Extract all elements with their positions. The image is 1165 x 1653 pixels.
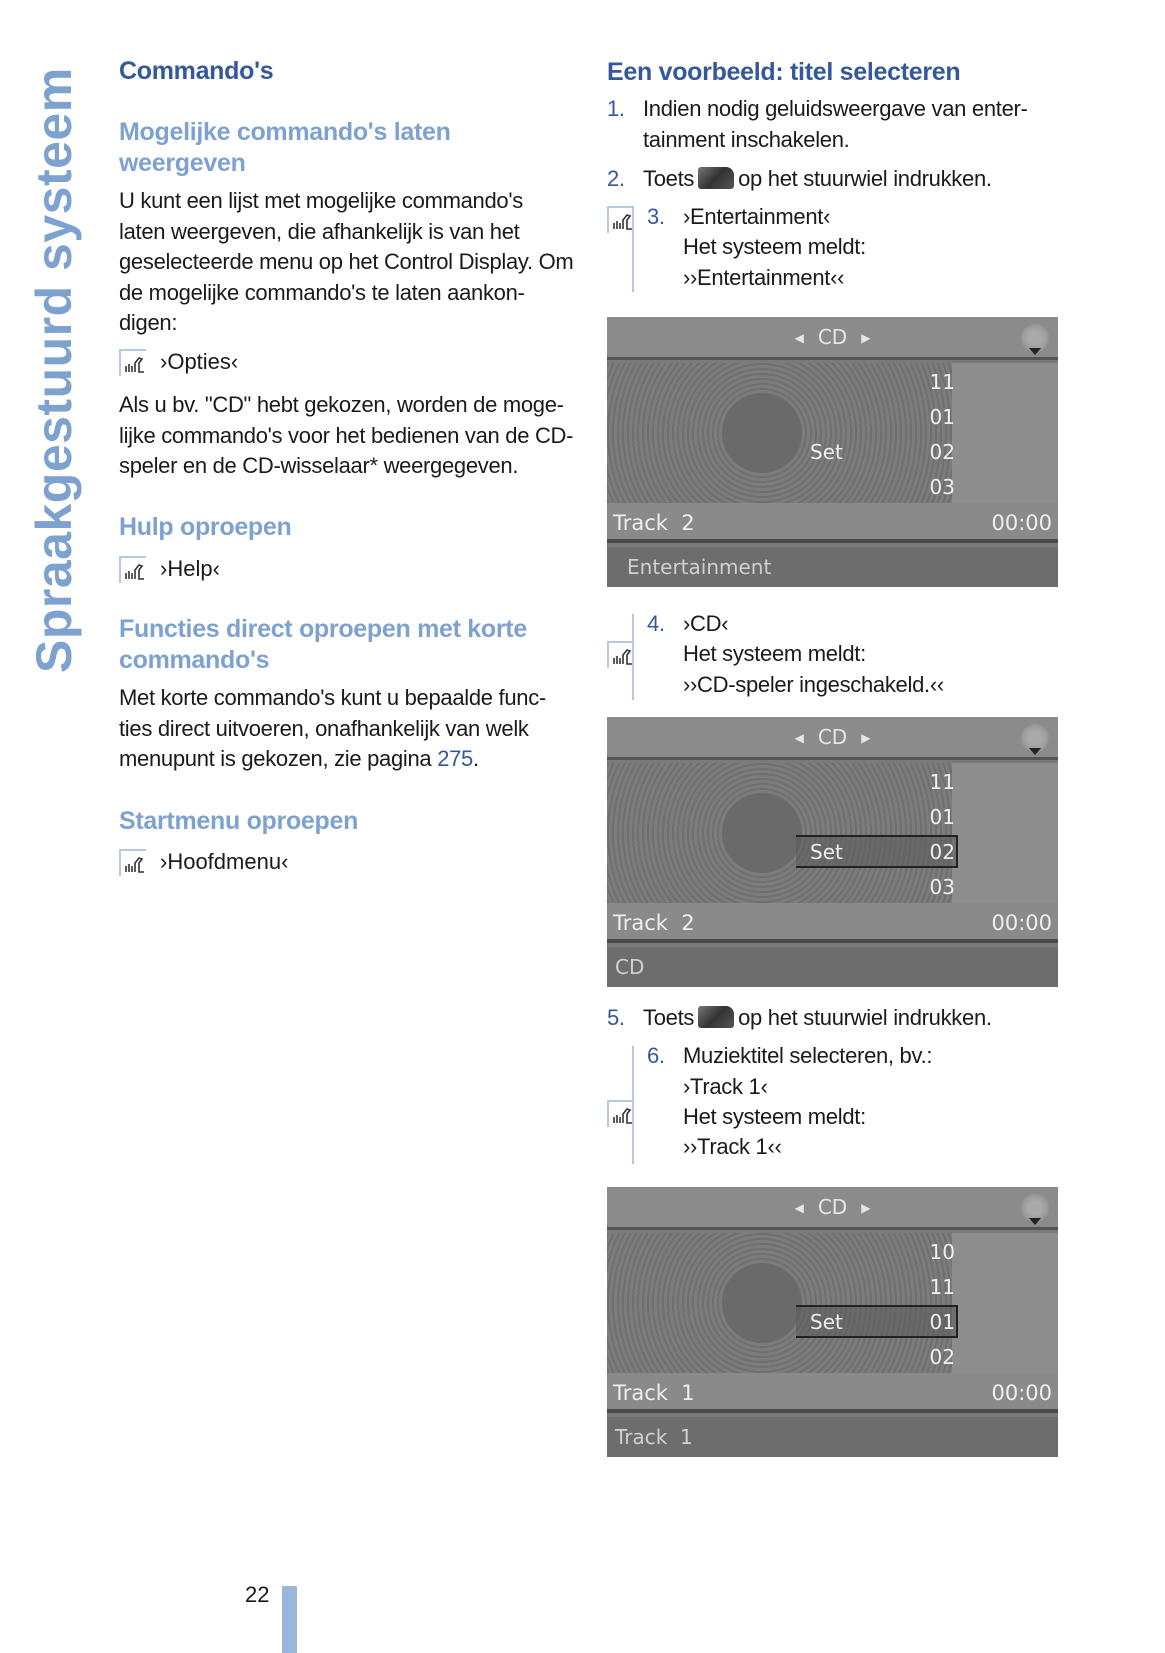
control-display-screenshot	[607, 717, 1058, 987]
step-3-line: Het systeem meldt:	[683, 234, 866, 259]
voice-button-icon	[698, 167, 734, 189]
step-3	[647, 202, 830, 232]
command-text: ›Help‹	[160, 556, 220, 581]
subheading-help: Hulp oproepen	[119, 513, 292, 541]
step-4-line: ››CD-speler ingeschakeld.‹‹	[683, 672, 944, 697]
paragraph: U kunt een lijst met mogelijke commando's laten weergeven, die afhankelijk is van het geselecteerde menu op het Control Display. Om de mogelijke commando's te laten aankon-digen:	[119, 188, 574, 335]
track-list-item-selected: 02	[929, 840, 955, 864]
track-list-item: 11	[929, 370, 955, 394]
track-list	[897, 1233, 959, 1375]
arrow-left-icon: ◀	[794, 1201, 804, 1215]
step-2	[607, 164, 992, 194]
screen-title: CD	[817, 325, 848, 349]
side-panel	[952, 763, 1058, 903]
track-list-item: 03	[929, 475, 955, 499]
arrow-right-icon: ▶	[861, 731, 871, 745]
step-text: Toets	[643, 1005, 695, 1030]
punctuation: .	[473, 746, 479, 771]
step-text: ›Entertainment‹	[683, 204, 831, 229]
step-6	[647, 1041, 932, 1071]
set-label: Set	[810, 840, 843, 864]
step-number: 2.	[607, 166, 625, 191]
page-marker-bar	[282, 1586, 297, 1653]
step-number: 1.	[607, 96, 625, 121]
disc-center	[722, 793, 802, 873]
voice-command-main-menu	[119, 847, 288, 877]
page-number: 22	[245, 1582, 270, 1607]
subheading-show-commands: Mogelijke commando's laten weergeven	[119, 118, 451, 177]
track-list-item: 10	[929, 1240, 955, 1264]
paragraph	[119, 683, 574, 775]
command-text: ›Opties‹	[160, 349, 239, 374]
track-list-item: 01	[929, 405, 955, 429]
track-list-item: 01	[929, 805, 955, 829]
step-number: 6.	[647, 1043, 665, 1068]
track-label: Track 1	[613, 1381, 695, 1405]
chapter-title: Spraakgestuurd systeem	[26, 67, 82, 673]
divider	[632, 206, 634, 292]
track-status	[607, 503, 1058, 543]
track-list-item-selected: 01	[929, 1310, 955, 1334]
command-text: ›Hoofdmenu‹	[160, 849, 289, 874]
track-status	[607, 1373, 1058, 1413]
step-1-cont: tainment inschakelen.	[643, 127, 850, 152]
set-label: Set	[810, 1310, 843, 1334]
step-5	[607, 1003, 992, 1033]
track-time: 00:00	[991, 911, 1052, 935]
arrow-left-icon: ◀	[794, 731, 804, 745]
track-time: 00:00	[991, 1381, 1052, 1405]
set-label: Set	[810, 440, 843, 464]
section-heading: Commando's	[119, 57, 274, 85]
voice-command-icon	[607, 206, 634, 233]
step-text: Muziektitel selecteren, bv.:	[683, 1043, 933, 1068]
track-time: 00:00	[991, 511, 1052, 535]
track-list	[897, 763, 959, 905]
disc-center	[722, 1263, 802, 1343]
controller-icon	[1020, 723, 1050, 753]
voice-command-options	[119, 347, 238, 377]
step-text: op het stuurwiel indrukken.	[738, 1005, 992, 1030]
screen-footer: Entertainment	[607, 547, 1058, 587]
arrow-right-icon: ▶	[861, 331, 871, 345]
screen-header	[607, 1187, 1058, 1230]
track-list-item: 02	[929, 1345, 955, 1369]
arrow-right-icon: ▶	[861, 1201, 871, 1215]
screen-footer: CD	[607, 947, 1058, 987]
step-text: Toets	[643, 166, 695, 191]
track-list-item: 03	[929, 875, 955, 899]
step-number: 3.	[647, 204, 665, 229]
track-list	[897, 363, 959, 505]
controller-icon	[1020, 1193, 1050, 1223]
screen-header	[607, 717, 1058, 760]
screen-header	[607, 317, 1058, 360]
step-number: 4.	[647, 611, 665, 636]
track-list-item: 11	[929, 770, 955, 794]
voice-command-icon	[119, 556, 146, 583]
step-4	[647, 609, 728, 639]
divider	[632, 614, 634, 700]
step-6-line: Het systeem meldt:	[683, 1104, 866, 1129]
screen-title: CD	[817, 1195, 848, 1219]
control-display-screenshot	[607, 1187, 1058, 1457]
example-heading: Een voorbeeld: titel selecteren	[607, 58, 961, 86]
subheading-start-menu: Startmenu oproepen	[119, 807, 359, 835]
step-4-line: Het systeem meldt:	[683, 641, 866, 666]
divider	[632, 1046, 634, 1164]
controller-icon	[1020, 323, 1050, 353]
voice-command-icon	[607, 641, 634, 668]
track-status	[607, 903, 1058, 943]
step-1	[607, 94, 1028, 124]
screen-footer: Track 1	[607, 1417, 1058, 1457]
step-text: op het stuurwiel indrukken.	[738, 166, 992, 191]
track-label: Track 2	[613, 511, 695, 535]
side-panel	[952, 1233, 1058, 1373]
arrow-left-icon: ◀	[794, 331, 804, 345]
subheading-short-commands: Functies direct oproepen met korte commando's	[119, 615, 527, 674]
step-number: 5.	[607, 1005, 625, 1030]
voice-command-help	[119, 554, 220, 584]
side-panel	[952, 363, 1058, 503]
screen-title: CD	[817, 725, 848, 749]
track-list-item: 02	[929, 440, 955, 464]
page-link[interactable]: 275	[437, 746, 473, 771]
paragraph: Als u bv. "CD" hebt gekozen, worden de moge-lijke commando's voor het bedienen van de CD-speler en de CD-wisselaar* weergegeven.	[119, 392, 574, 478]
track-list-item: 11	[929, 1275, 955, 1299]
track-label: Track 2	[613, 911, 695, 935]
step-3-line: ››Entertainment‹‹	[683, 265, 845, 290]
disc-center	[722, 393, 802, 473]
voice-command-icon	[607, 1100, 634, 1127]
step-6-line: ›Track 1‹	[683, 1074, 768, 1099]
voice-command-icon	[119, 849, 146, 876]
step-text: ›CD‹	[683, 611, 729, 636]
control-display-screenshot	[607, 317, 1058, 587]
step-text: Indien nodig geluidsweergave van enter-	[643, 96, 1028, 121]
paragraph-text: Met korte commando's kunt u bepaalde func-ties direct uitvoeren, onafhankelijk van welk menupunt is gekozen, zie pagina	[119, 685, 546, 771]
step-6-line: ››Track 1‹‹	[683, 1134, 782, 1159]
voice-command-icon	[119, 349, 146, 376]
voice-button-icon	[698, 1006, 734, 1028]
